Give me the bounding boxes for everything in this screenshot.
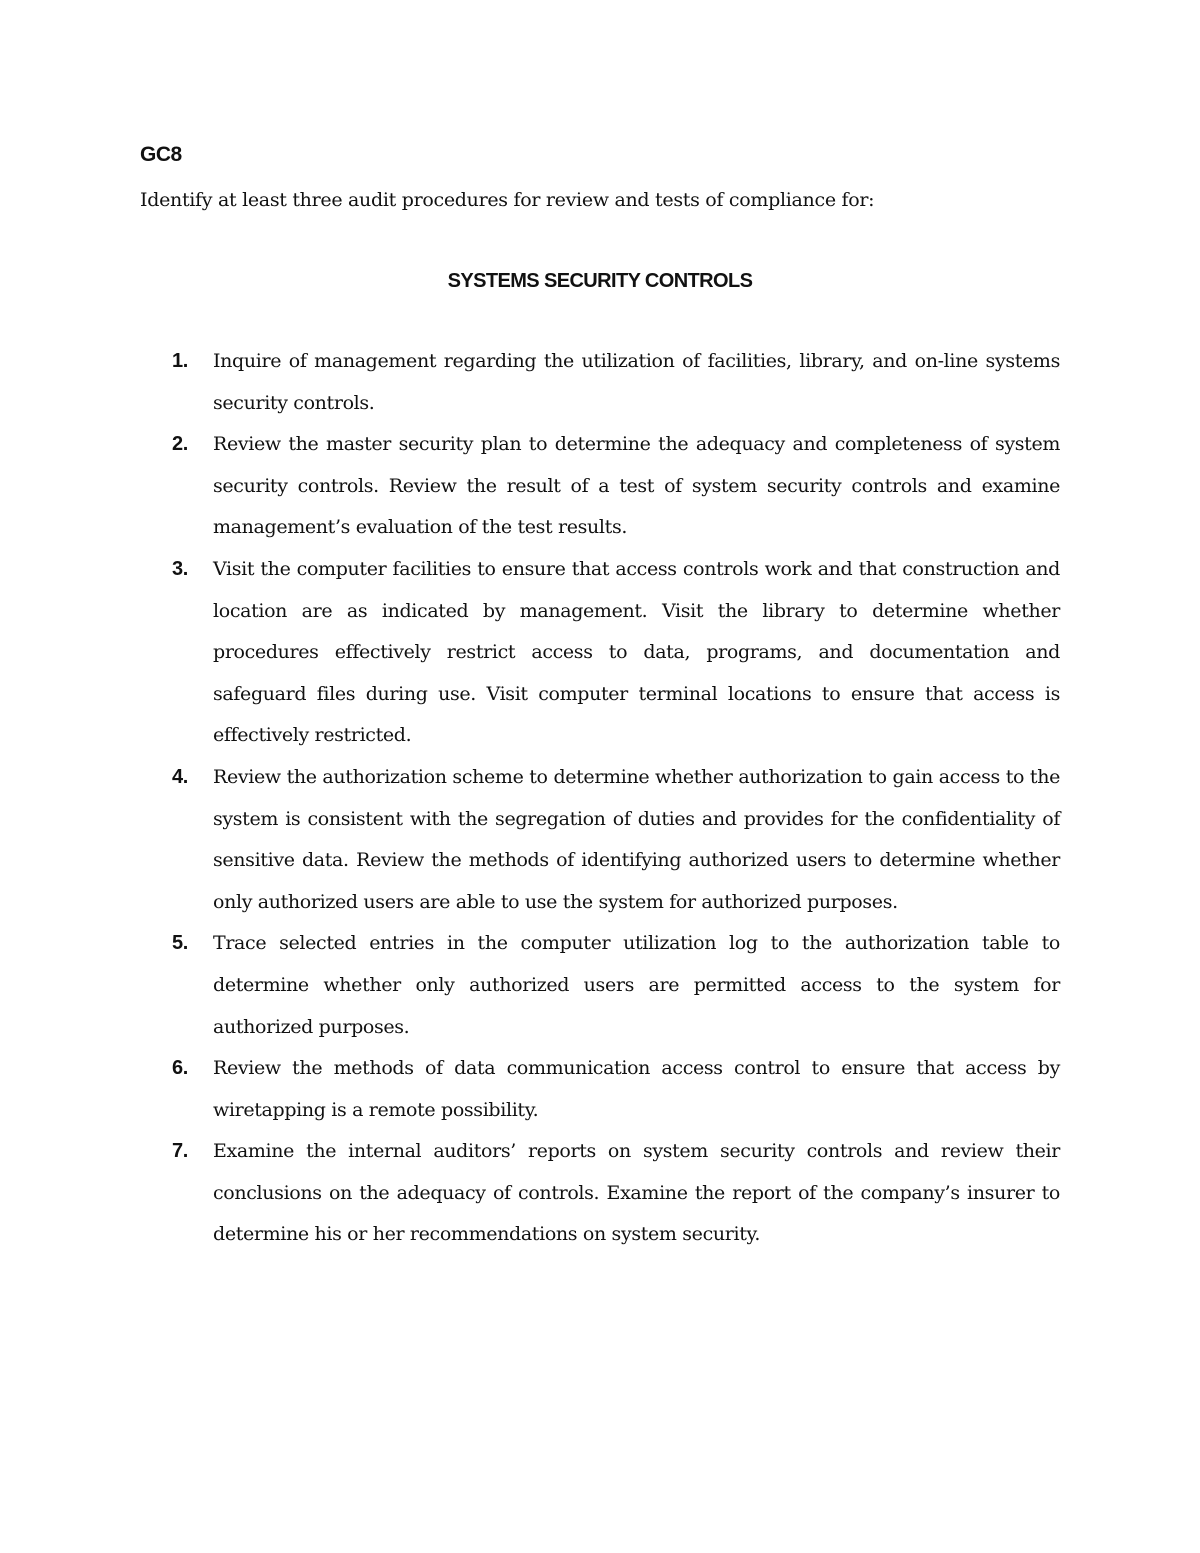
procedure-item bbox=[172, 549, 1060, 757]
procedure-number: 2. bbox=[172, 433, 188, 456]
procedure-item bbox=[172, 757, 1060, 923]
procedure-number: 7. bbox=[172, 1140, 188, 1163]
procedure-text: Inquire of management regarding the utilization of facilities, library, and on-line systems security controls. bbox=[213, 350, 1060, 414]
procedure-text: Review the master security plan to determine the adequacy and completeness of system security controls. Review the result of a test of system security controls and examine management’s evaluation of the test results. bbox=[213, 433, 1060, 539]
procedure-text: Review the authorization scheme to determine whether authorization to gain access to the system is consistent with the segregation of duties and provides for the confidentiality of sensitive data. Review the methods of identifying authorized users to determine whether only authorized users are able to use the system for authorized purposes. bbox=[213, 765, 1060, 913]
procedure-text: Trace selected entries in the computer utilization log to the authorization table to determine whether only authorized users are permitted access to the system for authorized purposes. bbox=[213, 932, 1060, 1038]
procedure-text: Visit the computer facilities to ensure that access controls work and that construction and location are as indicated by management. Visit the library to determine whether procedures effectively restrict access to data, programs, and documentation and safeguard files during use. Visit computer terminal locations to ensure that access is effectively restricted. bbox=[213, 557, 1060, 747]
procedure-item bbox=[172, 1131, 1060, 1256]
procedure-item bbox=[172, 923, 1060, 1048]
procedure-item bbox=[172, 1048, 1060, 1131]
procedure-number: 1. bbox=[172, 350, 188, 372]
procedure-text: Examine the internal auditors’ reports on system security controls and review their conclusions on the adequacy of controls. Examine the report of the company’s insurer to determine his or her recommendations on system security. bbox=[213, 1140, 1060, 1246]
procedure-text: Review the methods of data communication access control to ensure that access by wiretapping is a remote possibility. bbox=[213, 1057, 1060, 1121]
procedure-item bbox=[172, 341, 1060, 424]
procedure-item bbox=[172, 424, 1060, 549]
assignment-prompt: Identify at least three audit procedures for review and tests of compliance for: bbox=[140, 189, 875, 211]
procedure-number: 4. bbox=[172, 765, 188, 788]
document-code: GC8 bbox=[140, 143, 182, 166]
procedure-number: 6. bbox=[172, 1057, 188, 1080]
procedure-list bbox=[172, 341, 1060, 1256]
procedure-number: 5. bbox=[172, 932, 188, 955]
procedure-number: 3. bbox=[172, 557, 188, 580]
section-title: SYSTEMS SECURITY CONTROLS bbox=[447, 270, 753, 292]
